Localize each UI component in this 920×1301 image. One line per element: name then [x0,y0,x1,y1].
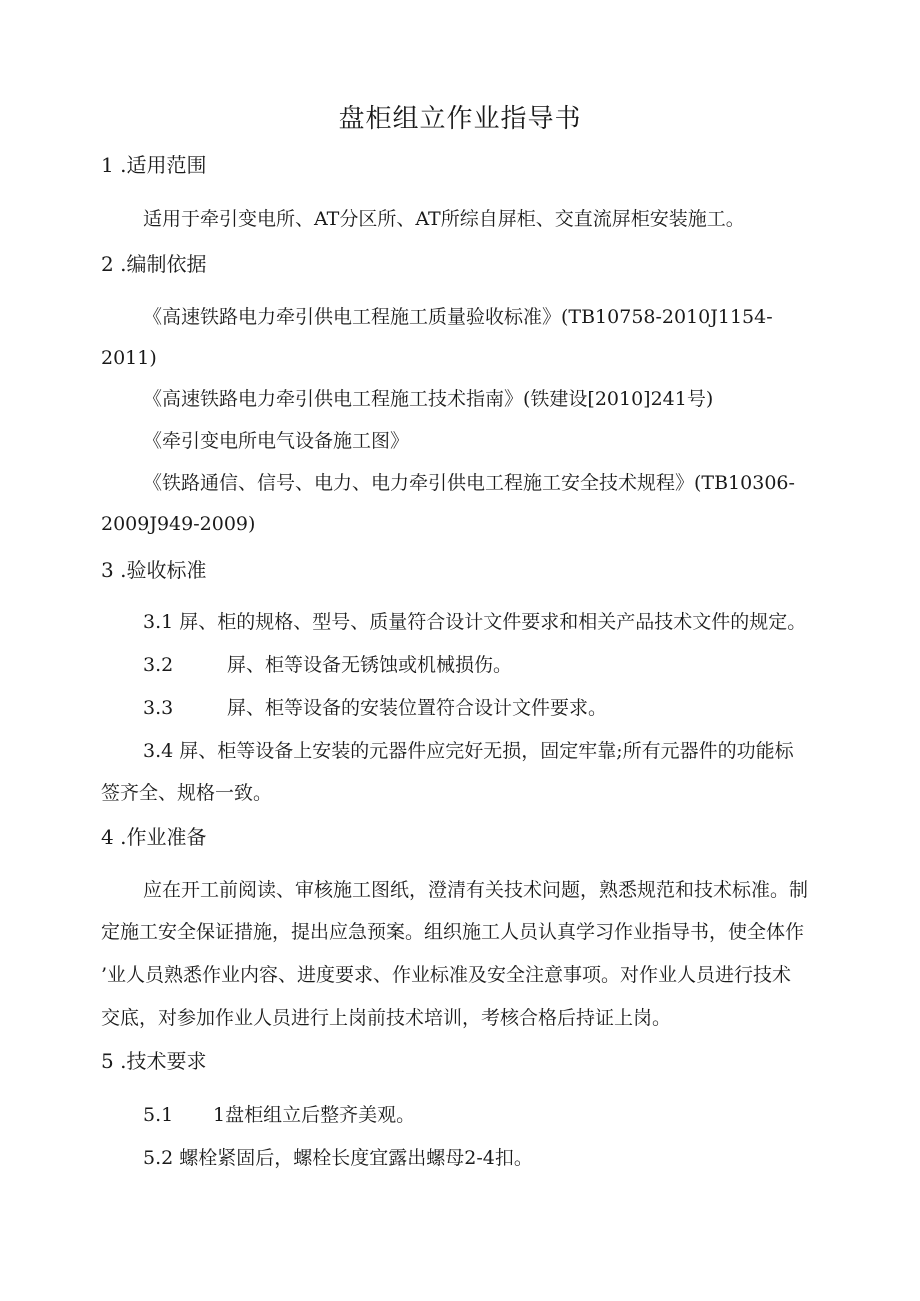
item-number: 3.3 [143,697,174,719]
section-heading-preparation: 4 .作业准备 [101,825,207,849]
acceptance-item-3-1 [143,610,806,634]
reference-1-line-1: 《高速铁路电力牵引供电工程施工质量验收标准》(TB10758-2010J1154- [143,306,773,328]
item-text: 屏、柜等设备上安装的元器件应完好无损，固定牢靠;所有元器件的功能标 [179,740,794,762]
item-text: 屏、柜的规格、型号、质量符合设计文件要求和相关产品技术文件的规定。 [179,611,807,633]
preparation-line-2: 定施工安全保证措施，提出应急预案。组织施工人员认真学习作业指导书，使全体作 [101,921,805,943]
reference-2: 《高速铁路电力牵引供电工程施工技术指南》(铁建设[2010]241号) [143,388,714,410]
item-text: 螺栓紧固后，螺栓长度宜露出螺母2-4扣。 [179,1147,533,1169]
item-text: 1盘柜组立后整齐美观。 [213,1104,416,1126]
acceptance-item-3-3 [143,696,607,720]
section-heading-technical: 5 .技术要求 [101,1049,207,1073]
technical-item-5-1 [143,1103,415,1127]
reference-4-line-2: 2009J949-2009) [101,513,256,535]
section-heading-acceptance: 3 .验收标准 [101,558,207,582]
section-heading-scope: 1 .适用范围 [101,153,207,177]
acceptance-item-3-4-line-2: 签齐全、规格一致。 [101,782,273,804]
preparation-line-4: 交底，对参加作业人员进行上岗前技术培训，考核合格后持证上岗。 [101,1007,672,1029]
scope-paragraph: 适用于牵引变电所、AT分区所、AT所综自屏柜、交直流屏柜安装施工。 [143,208,745,230]
item-number: 3.1 [143,611,174,633]
reference-1-line-2: 2011) [101,347,157,369]
reference-3: 《牵引变电所电气设备施工图》 [143,430,410,452]
section-heading-basis: 2 .编制依据 [101,252,207,276]
item-number: 5.2 [143,1147,174,1169]
document-title: 盘柜组立作业指导书 [338,104,582,134]
item-text: 屏、柜等设备无锈蚀或机械损伤。 [227,654,513,676]
technical-item-5-2 [143,1146,533,1170]
item-number: 5.1 [143,1104,174,1126]
item-number: 3.2 [143,654,174,676]
item-text: 屏、柜等设备的安装位置符合设计文件要求。 [227,697,608,719]
preparation-line-3: ’业人员熟悉作业内容、进度要求、作业标准及安全注意事项。对作业人员进行技术 [101,964,792,986]
acceptance-item-3-2 [143,653,512,677]
preparation-line-1: 应在开工前阅读、审核施工图纸，澄清有关技术问题，熟悉规范和技术标准。制 [143,879,809,901]
reference-4-line-1: 《铁路通信、信号、电力、电力牵引供电工程施工安全技术规程》(TB10306- [143,472,795,494]
item-number: 3.4 [143,740,174,762]
acceptance-item-3-4-line-1 [143,739,794,763]
